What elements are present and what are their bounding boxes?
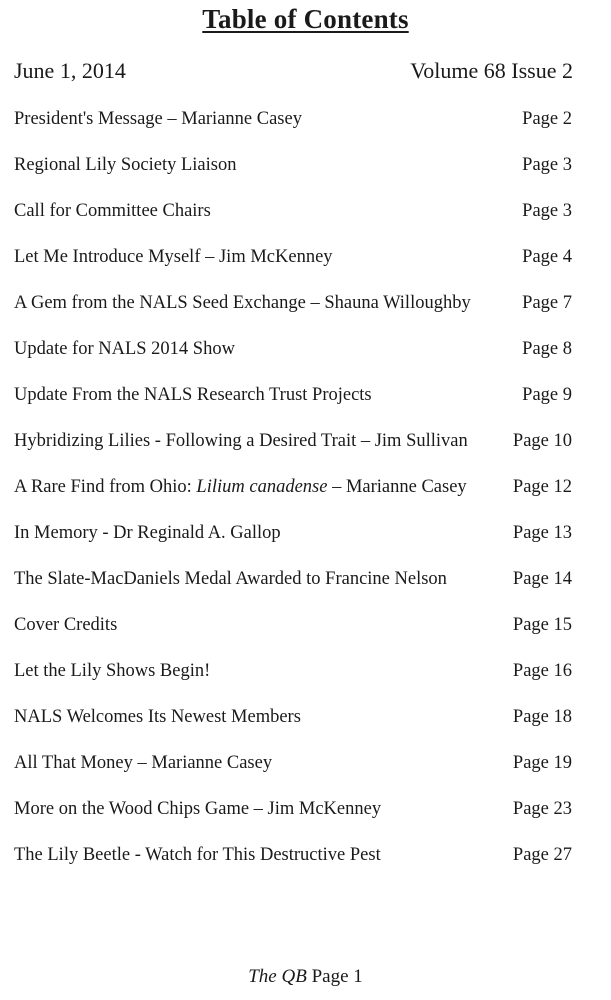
toc-entry [14,520,572,566]
toc-entry [14,152,572,198]
toc-entry [14,612,572,658]
toc-entry [14,704,572,750]
toc-entry-page: Page 15 [512,615,572,635]
toc-entry [14,842,572,888]
toc-entry-title: In Memory - Dr Reginald A. Gallop [14,523,281,543]
footer-page-number: Page 1 [311,966,363,987]
toc-entry [14,198,572,244]
toc-entry-page: Page 7 [522,293,572,313]
toc-entry-page: Page 14 [512,569,572,589]
toc-entry-title: Cover Credits [14,615,118,635]
toc-entry-title: All That Money – Marianne Casey [14,753,273,773]
toc-entry-title: More on the Wood Chips Game – Jim McKenney [14,799,382,819]
toc-entry-title: Hybridizing Lilies - Following a Desired Trait – Jim Sullivan [14,431,468,451]
toc-entry-title: Call for Committee Chairs [14,201,211,221]
toc-entry-title: A Gem from the NALS Seed Exchange – Shauna Willoughby [14,293,471,313]
toc-entry [14,796,572,842]
toc-entry [14,566,572,612]
toc-entry-page: Page 19 [512,753,572,773]
toc-entry-title: Let the Lily Shows Begin! [14,661,211,681]
toc-entry-title: NALS Welcomes Its Newest Members [14,707,301,727]
toc-entry [14,428,572,474]
page-title: Table of Contents [202,4,409,34]
toc-entry-page: Page 8 [522,339,572,359]
toc-entry-page: Page 9 [522,385,572,405]
toc-entry [14,336,572,382]
toc-entry-title-prefix: A Rare Find from Ohio: [14,477,197,497]
table-of-contents [14,106,572,888]
toc-entry-title-italic: Lilium canadense [196,477,328,497]
toc-entry-title: Regional Lily Society Liaison [14,155,237,175]
toc-entry-title-suffix: – Marianne Casey [327,477,467,497]
toc-entry-page: Page 3 [522,201,572,221]
toc-entry-page: Page 4 [522,247,572,267]
toc-entry-page: Page 12 [512,477,572,497]
toc-entry-page: Page 23 [512,799,572,819]
page-footer [0,966,611,988]
toc-entry-title: Update for NALS 2014 Show [14,339,235,359]
toc-entry-page: Page 16 [512,661,572,681]
toc-entry [14,290,572,336]
issue-date: June 1, 2014 [14,58,126,83]
issue-header [14,58,573,88]
toc-entry-page: Page 27 [512,845,572,865]
issue-volume: Volume 68 Issue 2 [410,58,573,83]
toc-entry-page: Page 18 [512,707,572,727]
toc-entry-page: Page 2 [522,109,572,129]
publication-name: The QB [248,966,307,987]
toc-entry-title: Update From the NALS Research Trust Projects [14,385,372,405]
toc-entry-title [14,474,467,500]
toc-entry [14,750,572,796]
toc-entry-title: Let Me Introduce Myself – Jim McKenney [14,247,333,267]
toc-entry-page: Page 3 [522,155,572,175]
toc-entry [14,658,572,704]
toc-entry-page: Page 13 [512,523,572,543]
toc-entry [14,382,572,428]
toc-entry [14,474,572,520]
toc-entry-title: President's Message – Marianne Casey [14,109,302,129]
toc-entry [14,244,572,290]
toc-entry [14,106,572,152]
toc-entry-page: Page 10 [512,431,572,451]
toc-entry-title: The Slate-MacDaniels Medal Awarded to Francine Nelson [14,569,447,589]
toc-entry-title: The Lily Beetle - Watch for This Destructive Pest [14,845,381,865]
